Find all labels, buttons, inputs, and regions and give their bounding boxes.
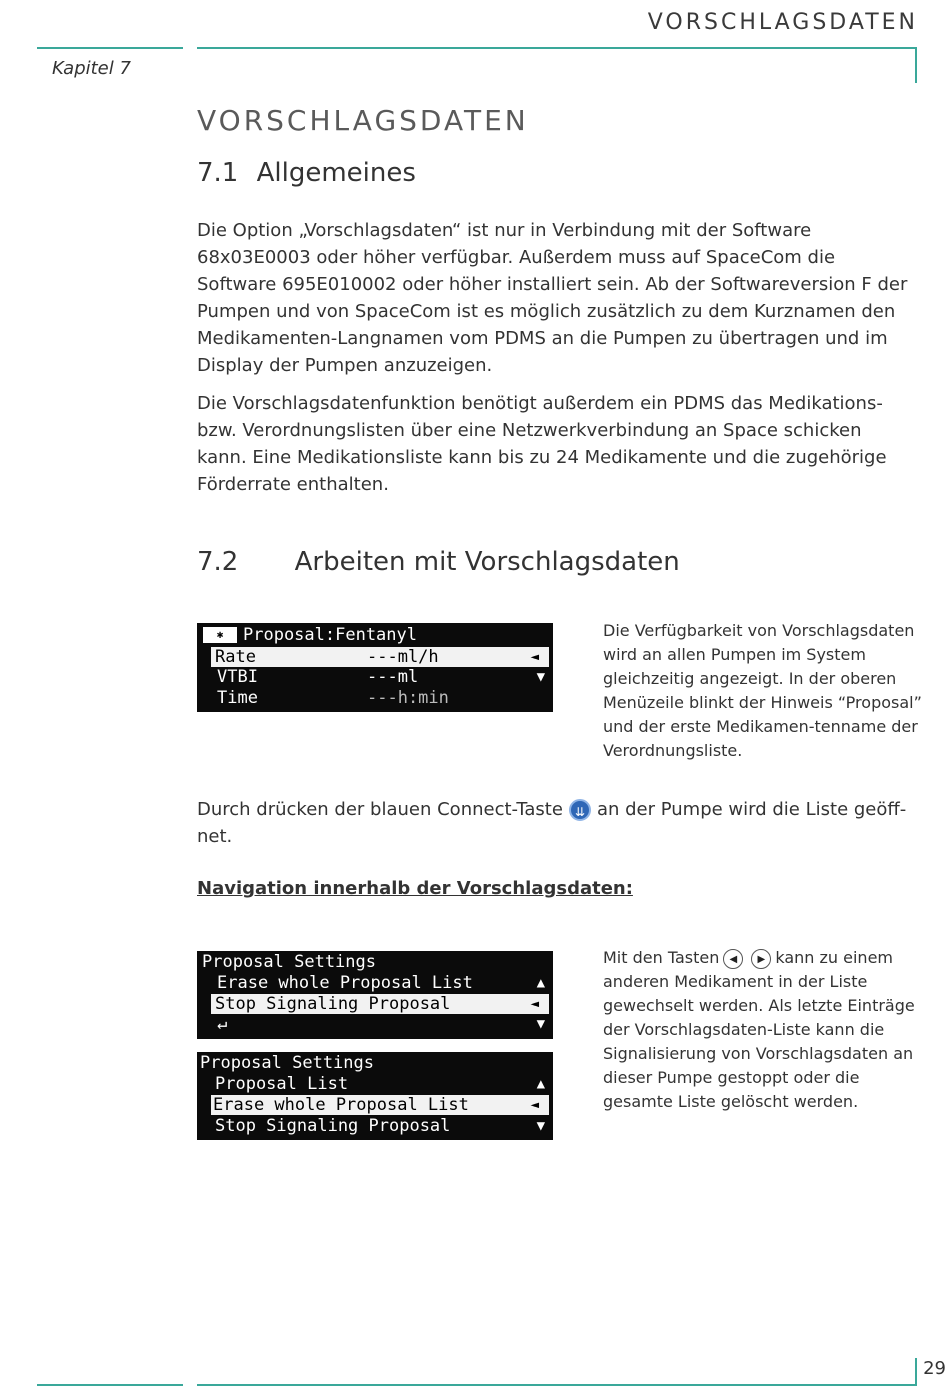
footer-rule-right: [197, 1384, 917, 1386]
menu-row-stop-signaling: [211, 994, 549, 1014]
row-label: Stop Signaling Proposal: [215, 1116, 451, 1136]
page-title: VORSCHLAGSDATEN: [197, 104, 529, 137]
back-icon: ↵: [217, 1014, 228, 1034]
left-arrow-icon: ◀: [723, 949, 743, 969]
side-note-availability: Die Verfügbarkeit von Vorschlagsdaten wird an allen Pumpen im System gleichzeitig angezeigt. In der oberen Menüzeile blinkt der Hinweis “Proposal” und der erste Medikamen-tenname der Verordnungsliste.: [603, 621, 922, 760]
display-title: Proposal Settings: [200, 1053, 374, 1073]
header-rule-left: [37, 47, 183, 49]
footer-rule-left: [37, 1384, 183, 1386]
section-title: Arbeiten mit Vorschlagsdaten: [294, 547, 680, 577]
pump-display-settings-2: [197, 1052, 553, 1140]
row-label: Erase whole Proposal List: [217, 973, 473, 993]
chapter-label: Kapitel 7: [52, 58, 131, 79]
side-note-navigation: [603, 946, 923, 1114]
header-rule-right: [197, 47, 917, 49]
section-number: 7.1: [197, 158, 239, 188]
right-arrow-icon: ▶: [751, 949, 771, 969]
row-value: ---ml: [367, 667, 419, 687]
display-row-vtbi: [197, 667, 553, 687]
row-label: VTBI: [217, 667, 258, 687]
connect-paragraph: [197, 796, 912, 850]
scroll-down-icon: ▼: [536, 1118, 545, 1134]
select-arrow-icon: ◄: [530, 1097, 539, 1113]
running-header-title: VORSCHLAGSDATEN: [647, 10, 918, 35]
scroll-down-icon: ▼: [536, 1016, 545, 1032]
paragraph-1: Die Option „Vorschlagsdaten“ ist nur in Verbindung mit der Software 68x03E0003 oder höher verfügbar. Außerdem muss auf SpaceCom die Software 695E010002 oder höher installiert sein. Ab der Softwareversion F der Pumpen und von SpaceCom ist es möglich zusätzlich zu dem Kurznamen den Medikamenten-Langnamen vom PDMS an die Pumpen zu übertragen und im Display der Pumpen anzuzeigen.: [197, 220, 908, 376]
section-heading-7-1: [197, 158, 416, 188]
scroll-down-icon: ▼: [536, 669, 545, 685]
section-title: Allgemeines: [256, 158, 416, 188]
paragraph-2: Die Vorschlagsdatenfunktion benötigt außerdem ein PDMS das Medikations- bzw. Verordnungslisten über eine Netzwerkverbindung an Space schicken kann. Eine Medikationsliste kann bis zu 24 Medikamente und die zugehörige Förderrate enthalten.: [197, 393, 887, 495]
connect-text-before: Durch drücken der blauen Connect-Taste: [197, 799, 563, 820]
display-title-row: [197, 625, 553, 645]
scroll-up-icon: ▲: [536, 1076, 545, 1092]
connect-text-after: an der Pumpe wird die Liste geöff-net.: [197, 799, 907, 847]
section-heading-7-2: [197, 547, 680, 577]
row-label: Rate: [215, 647, 256, 667]
menu-row-back: [197, 1014, 553, 1034]
select-arrow-icon: ◄: [530, 996, 539, 1012]
footer-rule-corner: [915, 1358, 917, 1386]
row-label: Proposal List: [215, 1074, 349, 1094]
display-title: Proposal Settings: [202, 952, 376, 972]
page-number: 29: [923, 1358, 946, 1379]
scroll-up-icon: ▲: [536, 975, 545, 991]
row-label: Stop Signaling Proposal: [215, 994, 451, 1014]
display-row-time: [197, 688, 553, 708]
section-number: 7.2: [197, 547, 239, 577]
side-text-before: Mit den Tasten: [603, 948, 720, 967]
menu-row-stop-signaling: [197, 1116, 553, 1136]
pump-display-proposal: [197, 623, 553, 712]
row-value: ---ml/h: [367, 647, 439, 667]
display-row-rate: [211, 647, 549, 667]
connect-button-icon: ⇊: [569, 799, 591, 821]
side-text-after: kann zu einem anderen Medikament in der Liste gewechselt werden. Als letzte Einträge der Vorschlagsdaten-Liste kann die Signalisierung von Vorschlagsdaten an dieser Pumpe gestoppt oder die gesamte Liste gelöscht werden.: [603, 948, 915, 1111]
row-label: Time: [217, 688, 258, 708]
menu-row-erase: [197, 973, 553, 993]
header-rule-corner: [915, 47, 917, 83]
navigation-heading: Navigation innerhalb der Vorschlagsdaten:: [197, 878, 633, 899]
row-value: ---h:min: [367, 688, 449, 708]
pump-display-settings-1: [197, 951, 553, 1039]
menu-row-erase: [211, 1095, 549, 1115]
row-label: Erase whole Proposal List: [213, 1095, 469, 1115]
select-arrow-icon: ◄: [530, 649, 539, 665]
display-title: Proposal:Fentanyl: [243, 625, 417, 645]
menu-row-proposal-list: [197, 1074, 553, 1094]
display-icon: ✱: [203, 627, 237, 643]
